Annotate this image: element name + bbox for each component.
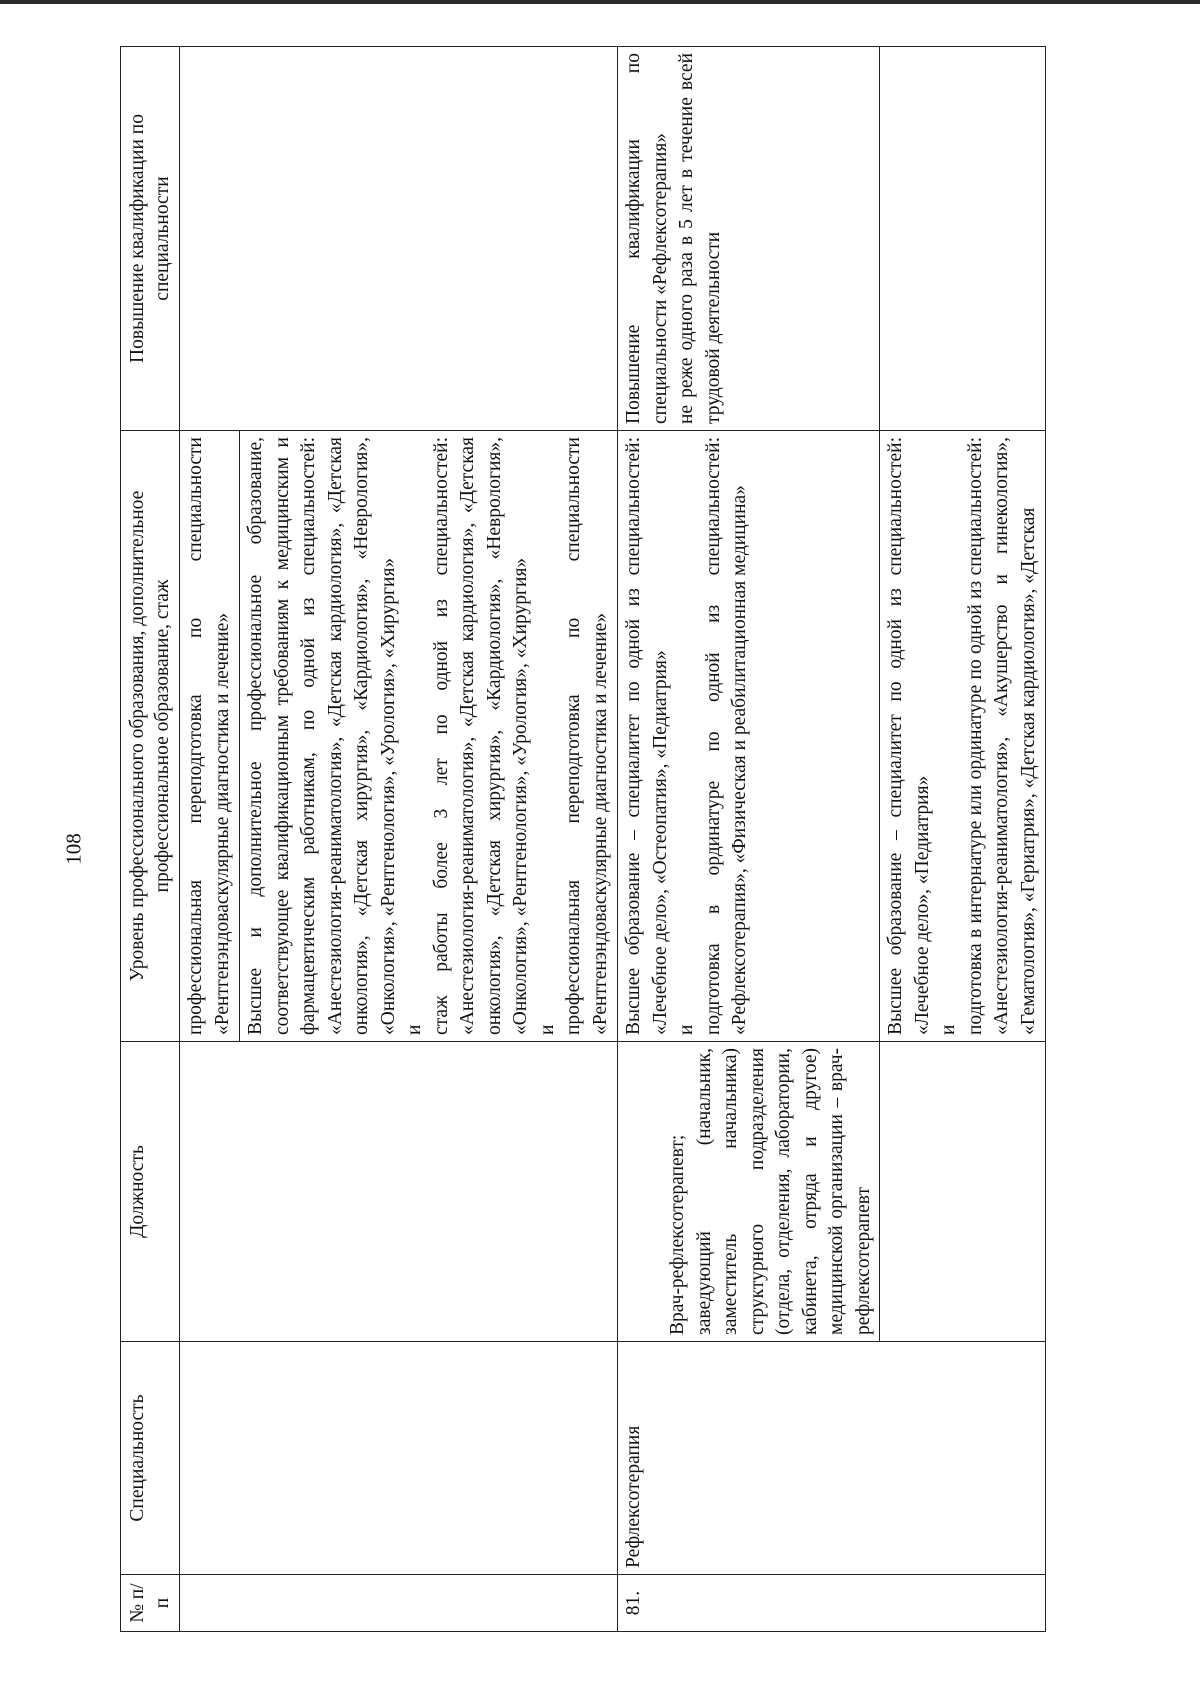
row-qualification-cell (880, 47, 1046, 431)
education-text: Высшее и дополнительное профессиональное образование, соответствующее квалификационным требованиям к медицинским и фармацевтическим работникам, по одной из специальностей: «Анестезиология-реаниматология», «Детская кардиология», «Детская онкология», «Детская хирургия», «Кардиология», «Неврология», «Онкология», «Рентгенология», «Урология», «Хирургия» (245, 437, 399, 1035)
qualification-table (120, 46, 1046, 1632)
row-number-cell (180, 1575, 618, 1632)
header-qualification: Повышение квалификации по специальности (121, 47, 180, 431)
row-education-cell (618, 431, 880, 1042)
row-position-cell (180, 1042, 618, 1342)
table-row (618, 47, 880, 1632)
education-connector: и (938, 1024, 959, 1035)
qualification-text: Повышение квалификации по специальности «Рефлексотерапия» (623, 53, 671, 424)
row-education-cell (880, 431, 1046, 1042)
rotated-page-content (120, 47, 1200, 1632)
education-text: Высшее образование – специалитет по одной из специальностей: «Лечебное дело», «Остеопатия», «Педиатрия» (623, 437, 671, 1035)
education-text: подготовка в ординатуре по одной из специальностей: «Рефлексотерапия», «Физическая и реабилитационная медицина» (702, 437, 750, 1035)
education-connector: и (536, 1024, 558, 1035)
education-text: подготовка в интернатуре или ординатуре по одной из специальностей: «Анестезиология-реаниматология», «Акушерство и гинекология», «Гематология», «Гериатрия», «Детская кардиология», «Детская (964, 437, 1039, 1035)
row-education-cell (180, 431, 240, 1042)
row-specialty-cell (180, 1342, 618, 1575)
education-text: профессиональная переподготовка по специальности «Рентгенэндоваскулярные диагностика и лечение» (563, 437, 611, 1035)
education-connector: и (404, 1024, 425, 1035)
row-number-cell: 81. (618, 1575, 1046, 1632)
row-position-cell (618, 1042, 880, 1342)
table-header-row (121, 47, 180, 1632)
row-position-cell (880, 1042, 1046, 1342)
header-number: № п/п (121, 1575, 180, 1632)
qualification-text: не реже одного раза в 5 лет в течение всей трудовой деятельности (676, 53, 724, 424)
row-qualification-cell (180, 47, 618, 431)
row-qualification-cell (618, 47, 880, 431)
header-education: Уровень профессионального образования, дополнительное профессиональное образование, стаж (121, 431, 180, 1042)
education-connector: и (676, 1024, 697, 1035)
position-text: Врач-рефлексотерапевт; заведующий (начальник, заместитель начальника) структурного подразделения (отдела, отделения, лаборатории, кабинета, отряда и другое) медицинской организации – врач-рефлексотерапевт (667, 1048, 874, 1335)
header-position: Должность (121, 1042, 180, 1342)
row-education-cell (240, 431, 618, 1042)
table-row (180, 47, 240, 1632)
education-text: стаж работы более 3 лет по одной из специальностей: «Анестезиология-реаниматология», «Детская кардиология», «Детская онкология», «Детская хирургия», «Кардиология», «Неврология», «Онкология», «Рентгенология», «Урология», «Хирургия» (430, 437, 531, 1035)
page-number: 108 (61, 833, 86, 865)
top-scan-border (0, 0, 1200, 4)
header-specialty: Специальность (121, 1342, 180, 1575)
education-text: профессиональная переподготовка по специальности «Рентгенэндоваскулярные диагностика и лечение» (185, 437, 233, 1035)
row-specialty-cell: Рефлексотерапия (618, 1342, 1046, 1575)
education-text: Высшее образование – специалитет по одной из специальностей: «Лечебное дело», «Педиатрия» (885, 437, 933, 1035)
